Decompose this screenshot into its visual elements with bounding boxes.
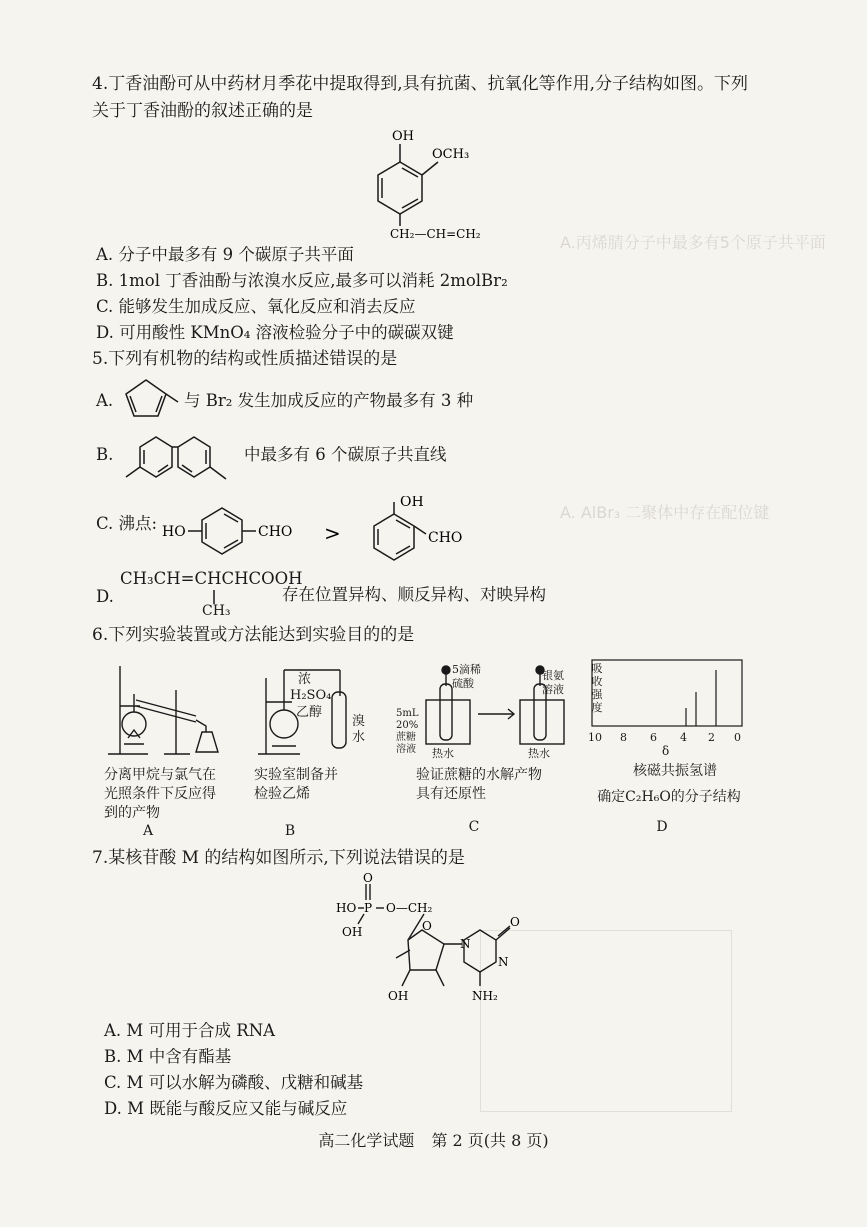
apparatus-c-drops-label: 5滴稀 — [452, 663, 481, 676]
q5-option-b-text: 中最多有 6 个碳原子共直线 — [244, 445, 447, 464]
apparatus-c-20pct-label: 20% — [396, 720, 419, 731]
nmr-ylabel: 吸收强度 — [591, 662, 603, 714]
q5c-ho-label: HO — [162, 524, 186, 540]
nucleotide-nh2-label: NH₂ — [472, 989, 498, 1003]
q5-option-d-formula: CH₃CH=CHCHCOOH — [120, 569, 303, 588]
hydroxybenzaldehyde-comparison — [162, 496, 462, 566]
page-footer — [0, 1128, 867, 1151]
q7-option-c: C. M 可以水解为磷酸、戊糖和碱基 — [104, 1073, 364, 1092]
nmr-tick-2: 2 — [708, 731, 715, 744]
nucleotide-p-label: P — [364, 901, 373, 915]
apparatus-c-caption-1: 验证蔗糖的水解产物 — [416, 767, 542, 783]
nucleotide-o-label: O — [363, 871, 373, 885]
q5-option-d-text: 存在位置异构、顺反异构、对映异构 — [282, 585, 546, 604]
apparatus-a-caption-2: 光照条件下反应得 — [104, 786, 216, 802]
apparatus-c-solution2-label: 溶液 — [396, 744, 416, 755]
nucleotide-n1-label: N — [460, 937, 471, 951]
apparatus-b-h2so4-label: H₂SO₄ — [290, 688, 332, 703]
eugenol-chain-label: CH₂—CH=CH₂ — [390, 227, 481, 241]
q5-option-a-text: 与 Br₂ 发生加成反应的产物最多有 3 种 — [184, 391, 474, 410]
apparatus-b-caption-2: 检验乙烯 — [254, 786, 310, 802]
apparatus-d-letter: D — [656, 819, 668, 835]
apparatus-c-hotwater-label-1: 热水 — [432, 747, 454, 760]
apparatus-c-acid-label: 硫酸 — [452, 677, 474, 690]
apparatus-a-distillation — [100, 660, 228, 760]
q7-option-a: A. M 可用于合成 RNA — [104, 1021, 276, 1040]
q7-option-d: D. M 既能与酸反应又能与碱反应 — [104, 1099, 348, 1118]
q5-option-d-ch3: CH₃ — [202, 603, 231, 619]
q5-option-c-prefix: C. 沸点: — [96, 514, 158, 533]
q5-option-d-prefix: D. — [96, 587, 114, 606]
q4-stem-line1: 4.丁香油酚可从中药材月季花中提取得到,具有抗菌、抗氧化等作用,分子结构如图。下列 — [92, 74, 749, 94]
apparatus-b-letter: B — [284, 823, 296, 839]
q7-stem: 7.某核苷酸 M 的结构如图所示,下列说法错误的是 — [92, 848, 465, 868]
eugenol-och3-label: OCH₃ — [432, 147, 470, 162]
apparatus-b-caption-1: 实验室制备并 — [254, 767, 338, 783]
nucleotide-ho-label: HO — [336, 901, 357, 915]
nucleotide-n3-label: N — [498, 955, 509, 969]
apparatus-c-letter: C — [468, 819, 480, 835]
apparatus-b-bromine-label: 溴 — [352, 714, 366, 729]
q5-option-b-prefix: B. — [96, 445, 114, 464]
q4-option-d: D. 可用酸性 KMnO₄ 溶液检验分子中的碳碳双键 — [96, 323, 454, 342]
apparatus-c-silver-label: 银氨 — [542, 669, 564, 682]
apparatus-c-solution-label: 溶液 — [542, 683, 564, 696]
apparatus-c-sucrose-label: 蔗糖 — [396, 732, 416, 743]
nucleotide-structure — [336, 870, 566, 1020]
apparatus-c-5ml-label: 5mL — [396, 708, 419, 719]
nucleotide-oh-p-label: OH — [342, 925, 363, 939]
nmr-tick-4: 4 — [680, 731, 687, 744]
nucleotide-ring-o-label: O — [422, 919, 432, 933]
apparatus-c-hotwater-label-2: 热水 — [528, 747, 550, 760]
nmr-title: 核磁共振氢谱 — [633, 763, 717, 779]
nmr-tick-6: 6 — [650, 731, 657, 744]
nmr-spectrum — [586, 656, 746, 752]
nmr-delta-label: δ — [662, 744, 670, 758]
nmr-tick-10: 10 — [588, 731, 602, 744]
nucleotide-o2-label: O — [510, 915, 520, 929]
nmr-tick-0: 0 — [734, 731, 741, 744]
apparatus-b-conc-label: 浓 — [298, 672, 312, 687]
apparatus-b-ethanol-label: 乙醇 — [296, 705, 323, 720]
nucleotide-oh-label: OH — [388, 989, 409, 1003]
apparatus-b-water-label: 水 — [352, 730, 366, 745]
q5-stem: 5.下列有机物的结构或性质描述错误的是 — [92, 349, 398, 369]
q4-option-b: B. 1mol 丁香油酚与浓溴水反应,最多可以消耗 2molBr₂ — [96, 271, 508, 290]
q5c-cho-label-1: CHO — [258, 524, 293, 540]
q4-option-c: C. 能够发生加成反应、氧化反应和消去反应 — [96, 297, 416, 316]
eugenol-structure — [360, 124, 560, 242]
q6-stem: 6.下列实验装置或方法能达到实验目的的是 — [92, 625, 415, 645]
apparatus-c-caption-2: 具有还原性 — [416, 786, 486, 802]
footer-page-number: 第 2 页(共 8 页) — [431, 1131, 549, 1150]
q5c-oh-label: OH — [400, 496, 424, 510]
footer-subject: 高二化学试题 — [318, 1131, 415, 1150]
bleed-through-text: A. AlBr₃ 二聚体中存在配位键 — [560, 503, 770, 522]
bleed-through-text: A.丙烯腈分子中最多有5个原子共平面 — [560, 233, 826, 252]
apparatus-a-caption-1: 分离甲烷与氯气在 — [104, 767, 216, 783]
q5c-cho-label-2: CHO — [428, 530, 462, 546]
q4-option-a: A. 分子中最多有 9 个碳原子共平面 — [96, 245, 354, 264]
q5-option-a-prefix: A. — [96, 391, 114, 410]
nmr-tick-8: 8 — [620, 731, 627, 744]
q4-stem-line2: 关于丁香油酚的叙述正确的是 — [92, 101, 313, 121]
apparatus-a-caption-3: 到的产物 — [104, 805, 160, 821]
apparatus-d-caption: 确定C₂H₆O的分子结构 — [597, 789, 741, 805]
q5c-greater-than: > — [324, 521, 341, 545]
q7-option-b: B. M 中含有酯基 — [104, 1047, 232, 1066]
eugenol-oh-label: OH — [392, 129, 414, 144]
methylcyclopentadiene-structure — [116, 372, 182, 428]
dimethylbiphenyl-structure — [116, 423, 240, 487]
apparatus-a-letter: A — [142, 823, 154, 839]
nucleotide-och2-label: O—CH₂ — [386, 901, 433, 915]
